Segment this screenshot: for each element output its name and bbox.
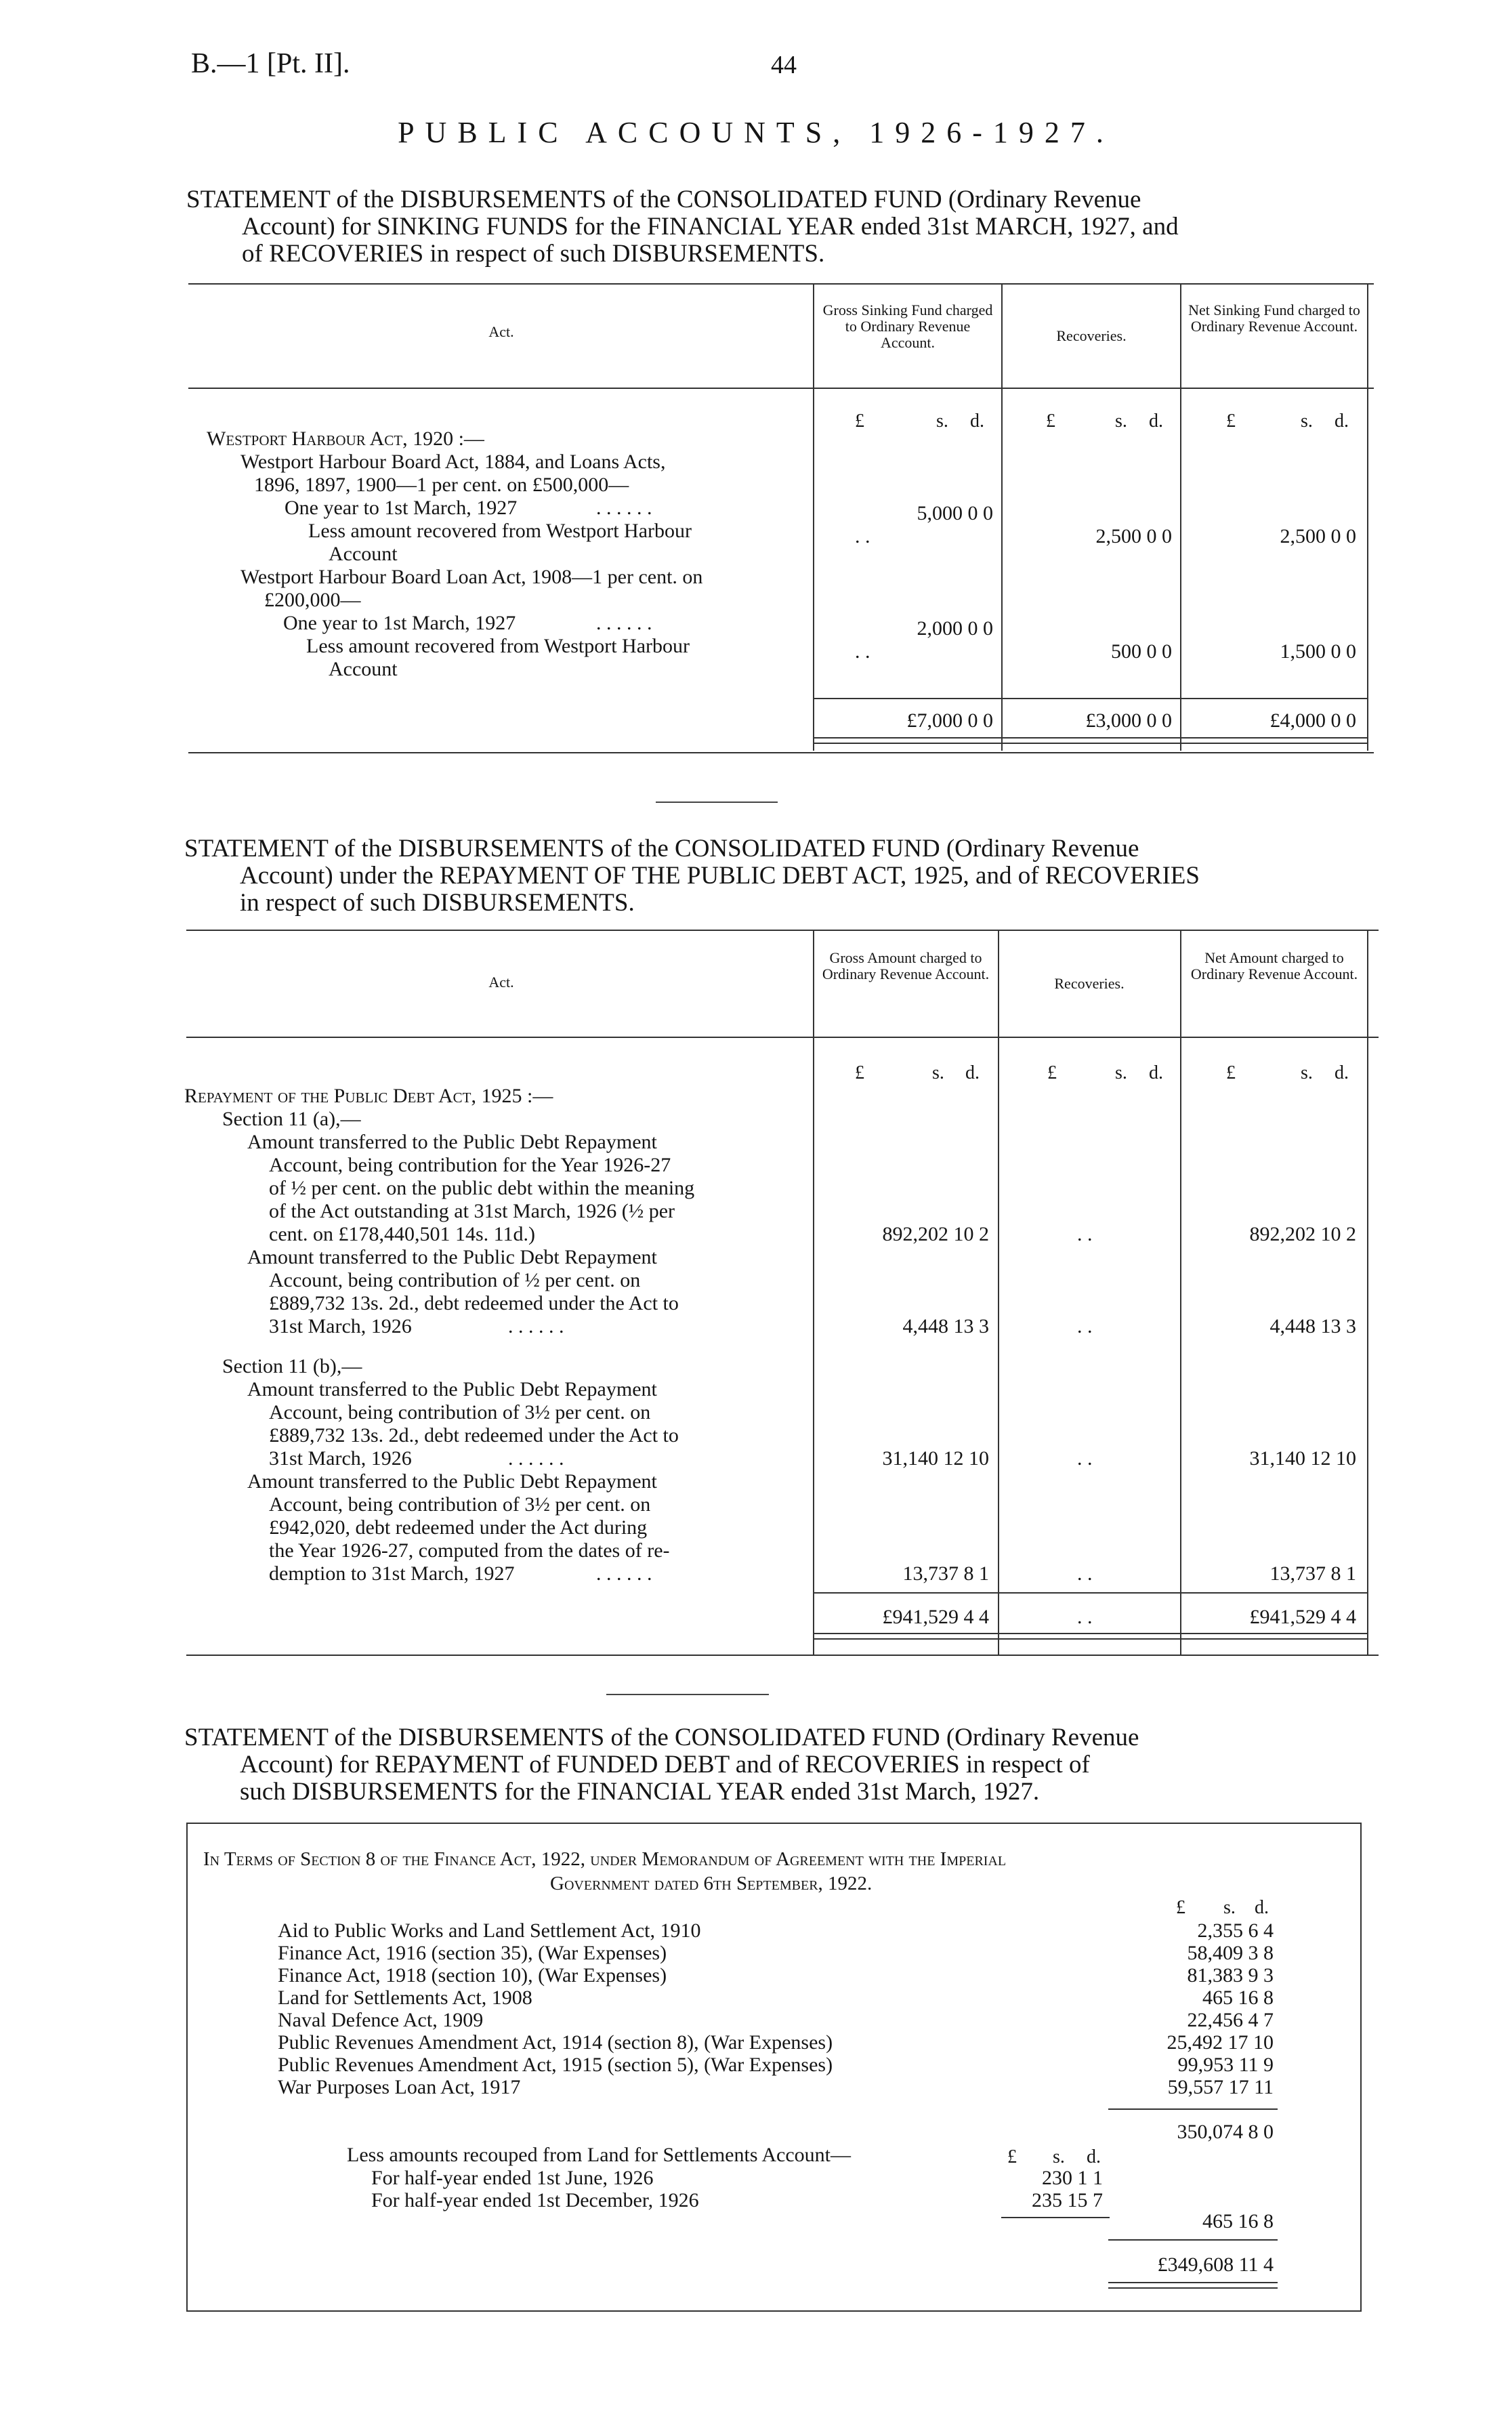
item-label: Finance Act, 1918 (section 10), (War Expenses) <box>278 1964 667 1987</box>
item-label: Finance Act, 1916 (section 35), (War Expenses) <box>278 1942 667 1964</box>
currency-pence: d. <box>1335 1062 1349 1083</box>
item-value: 99,953 11 9 <box>1177 2054 1274 2076</box>
page-number: 44 <box>771 51 797 79</box>
currency-pence: d. <box>965 1062 980 1083</box>
currency-pence: d. <box>1335 411 1349 432</box>
item-value: 81,383 9 3 <box>1187 1964 1274 1987</box>
gross-value: 2,000 0 0 <box>917 617 993 640</box>
act-line: £889,732 13s. 2d., debt redeemed under the Act to <box>269 1292 679 1314</box>
act-line: One year to 1st March, 1927 <box>283 612 516 634</box>
statement-1-title <box>186 186 1379 268</box>
act-line: Account, being contribution of 3½ per cent. on <box>269 1401 651 1423</box>
half-year-label: For half-year ended 1st June, 1926 <box>371 2167 654 2189</box>
gross-value: 13,737 8 1 <box>902 1562 989 1585</box>
net-value: 4,448 13 3 <box>1269 1315 1356 1337</box>
item-value: 58,409 3 8 <box>1187 1942 1274 1964</box>
nil-value: . . <box>1077 1223 1093 1245</box>
act-line: of the Act outstanding at 31st March, 1926 (½ per <box>269 1200 675 1222</box>
column-header-net-sinking-fund: Net Sinking Fund charged to Ordinary Revenue Account. <box>1188 301 1360 335</box>
currency-pound: £ <box>1047 1062 1057 1083</box>
net-value: 1,500 0 0 <box>1280 640 1356 663</box>
currency-shillings: s. <box>1301 411 1313 432</box>
item-label: Public Revenues Amendment Act, 1915 (section 5), (War Expenses) <box>278 2054 833 2076</box>
currency-pence: d. <box>970 411 984 432</box>
recoveries-value: 2,500 0 0 <box>1095 525 1172 547</box>
nil-value: . . <box>855 525 870 547</box>
act-line: Account <box>329 658 398 680</box>
gross-value: 31,140 12 10 <box>882 1447 989 1470</box>
item-label: War Purposes Loan Act, 1917 <box>278 2076 521 2098</box>
act-line: Less amount recovered from Westport Harbour <box>306 635 690 657</box>
statement-2-title-line: STATEMENT of the DISBURSEMENTS of the CONSOLIDATED FUND (Ordinary Revenue <box>184 835 1139 862</box>
statement-2-title <box>184 835 1377 917</box>
item-label: Naval Defence Act, 1909 <box>278 2009 484 2031</box>
item-label: Public Revenues Amendment Act, 1914 (section 8), (War Expenses) <box>278 2031 833 2054</box>
act-line: 31st March, 1926 <box>269 1447 412 1470</box>
column-header-gross-amount: Gross Amount charged to Ordinary Revenue Account. <box>822 949 990 982</box>
currency-pence: d. <box>1255 1897 1269 1918</box>
act-line: cent. on £178,440,501 14s. 11d.) <box>269 1223 536 1245</box>
currency-pound: £ <box>855 1062 864 1083</box>
statement-1-title-line: STATEMENT of the DISBURSEMENTS of the CONSOLIDATED FUND (Ordinary Revenue <box>186 186 1141 213</box>
act-line: Less amount recovered from Westport Harbour <box>308 520 692 542</box>
section-divider <box>656 802 778 803</box>
nil-value: . . <box>1077 1447 1093 1470</box>
net-value: 31,140 12 10 <box>1249 1447 1356 1470</box>
item-value: 25,492 17 10 <box>1167 2031 1274 2054</box>
net-value: 13,737 8 1 <box>1269 1562 1356 1585</box>
total-gross: £941,529 4 4 <box>882 1606 989 1628</box>
statement-3-title-line: such DISBURSEMENTS for the FINANCIAL YEAR ended 31st March, 1927. <box>240 1778 1040 1806</box>
dot-leader: . . . . . . <box>596 497 652 519</box>
currency-pound: £ <box>1176 1897 1185 1918</box>
dot-leader: . . . . . . <box>596 612 652 634</box>
currency-shillings: s. <box>932 1062 944 1083</box>
item-value: 22,456 4 7 <box>1187 2009 1274 2031</box>
column-header-act: Act. <box>488 323 514 340</box>
net-value: 2,500 0 0 <box>1280 525 1356 547</box>
currency-pence: d. <box>1149 411 1163 432</box>
act-line: One year to 1st March, 1927 <box>285 497 518 519</box>
currency-pound: £ <box>1226 1062 1236 1083</box>
act-line: Westport Harbour Board Loan Act, 1908—1 per cent. on <box>240 566 703 588</box>
column-header-gross-sinking-fund: Gross Sinking Fund charged to Ordinary Revenue Account. <box>822 301 993 351</box>
intro-line: In Terms of Section 8 of the Finance Act, 1922, under Memorandum of Agreement with the Imperial <box>203 1848 1007 1870</box>
act-line: Account, being contribution of ½ per cent. on <box>269 1269 641 1291</box>
column-header-recoveries: Recoveries. <box>1054 975 1125 992</box>
item-label: Aid to Public Works and Land Settlement Act, 1910 <box>278 1919 701 1942</box>
grand-total: £349,608 11 4 <box>1157 2253 1274 2276</box>
act-line: Amount transferred to the Public Debt Repayment <box>247 1470 657 1493</box>
act-line: Amount transferred to the Public Debt Repayment <box>247 1378 657 1400</box>
act-heading: Westport Harbour Act, 1920 :— <box>207 428 484 450</box>
page-title: PUBLIC ACCOUNTS, 1926-1927. <box>398 116 1114 149</box>
dot-leader: . . . . . . <box>596 1562 652 1585</box>
nil-value: . . <box>1077 1562 1093 1585</box>
total-net: £941,529 4 4 <box>1249 1606 1356 1628</box>
gross-value: 4,448 13 3 <box>902 1315 989 1337</box>
act-line: the Year 1926-27, computed from the dates of re- <box>269 1539 670 1562</box>
section-divider <box>606 1694 769 1695</box>
item-value: 2,355 6 4 <box>1197 1919 1274 1942</box>
less-heading: Less amounts recouped from Land for Settlements Account— <box>347 2144 851 2166</box>
statement-3-title-line: Account) for REPAYMENT of FUNDED DEBT and of RECOVERIES in respect of <box>240 1751 1090 1779</box>
recouped-total: 465 16 8 <box>1202 2210 1274 2232</box>
act-heading: Repayment of the Public Debt Act, 1925 :— <box>184 1085 553 1107</box>
column-header-act: Act. <box>488 974 514 991</box>
total-recoveries: £3,000 0 0 <box>1085 709 1172 732</box>
item-label: Land for Settlements Act, 1908 <box>278 1987 532 2009</box>
currency-pound: £ <box>855 411 864 432</box>
gross-value: 5,000 0 0 <box>917 502 993 524</box>
half-year-value: 230 1 1 <box>1042 2167 1103 2189</box>
currency-shillings: s. <box>1115 411 1127 432</box>
currency-pound: £ <box>1007 2146 1017 2167</box>
half-year-value: 235 15 7 <box>1032 2189 1103 2211</box>
statement-3-title <box>184 1724 1377 1806</box>
total-gross: £7,000 0 0 <box>906 709 993 732</box>
act-line: demption to 31st March, 1927 <box>269 1562 515 1585</box>
statement-2-title-line: in respect of such DISBURSEMENTS. <box>240 889 635 917</box>
item-value: 465 16 8 <box>1202 1987 1274 2009</box>
currency-shillings: s. <box>1115 1062 1127 1083</box>
currency-shillings: s. <box>1053 2146 1065 2167</box>
currency-pence: d. <box>1149 1062 1163 1083</box>
currency-pence: d. <box>1087 2146 1101 2167</box>
column-header-recoveries: Recoveries. <box>1056 327 1127 344</box>
column-header-net-amount: Net Amount charged to Ordinary Revenue Account. <box>1190 949 1358 982</box>
nil-value: . . <box>855 640 870 663</box>
document-reference: B.—1 [Pt. II]. <box>191 48 350 79</box>
dot-leader: . . . . . . <box>508 1447 564 1470</box>
half-year-label: For half-year ended 1st December, 1926 <box>371 2189 699 2211</box>
nil-value: . . <box>1077 1315 1093 1337</box>
dot-leader: . . . . . . <box>508 1315 564 1337</box>
act-line: £889,732 13s. 2d., debt redeemed under the Act to <box>269 1424 679 1447</box>
recoveries-value: 500 0 0 <box>1111 640 1172 663</box>
act-line: Account, being contribution of 3½ per cent. on <box>269 1493 651 1516</box>
act-line: Amount transferred to the Public Debt Repayment <box>247 1246 657 1268</box>
gross-value: 892,202 10 2 <box>882 1223 989 1245</box>
act-line: Westport Harbour Board Act, 1884, and Loans Acts, <box>240 451 666 473</box>
subtotal: 350,074 8 0 <box>1177 2121 1274 2143</box>
act-line: 1896, 1897, 1900—1 per cent. on £500,000— <box>254 474 629 496</box>
net-value: 892,202 10 2 <box>1249 1223 1356 1245</box>
statement-1-title-line: Account) for SINKING FUNDS for the FINANCIAL YEAR ended 31st MARCH, 1927, and <box>242 213 1179 241</box>
item-value: 59,557 17 11 <box>1167 2076 1274 2098</box>
act-line: Amount transferred to the Public Debt Repayment <box>247 1131 657 1153</box>
act-line: Account <box>329 543 398 565</box>
act-line: of ½ per cent. on the public debt within the meaning <box>269 1177 695 1199</box>
act-line: £942,020, debt redeemed under the Act during <box>269 1516 648 1539</box>
act-line: 31st March, 1926 <box>269 1315 412 1337</box>
nil-value: . . <box>1077 1606 1093 1628</box>
section-label: Section 11 (b),— <box>222 1355 362 1377</box>
act-line: Account, being contribution for the Year 1926-27 <box>269 1154 671 1176</box>
statement-3-title-line: STATEMENT of the DISBURSEMENTS of the CONSOLIDATED FUND (Ordinary Revenue <box>184 1724 1139 1751</box>
currency-shillings: s. <box>1223 1897 1236 1918</box>
currency-shillings: s. <box>1301 1062 1313 1083</box>
statement-2-title-line: Account) under the REPAYMENT OF THE PUBLIC DEBT ACT, 1925, and of RECOVERIES <box>240 862 1200 890</box>
currency-shillings: s. <box>936 411 948 432</box>
currency-pound: £ <box>1046 411 1055 432</box>
statement-1-title-line: of RECOVERIES in respect of such DISBURSEMENTS. <box>242 240 825 268</box>
section-label: Section 11 (a),— <box>222 1108 361 1130</box>
intro-line: Government dated 6th September, 1922. <box>550 1873 873 1894</box>
act-line: £200,000— <box>264 589 361 611</box>
total-net: £4,000 0 0 <box>1269 709 1356 732</box>
currency-pound: £ <box>1226 411 1236 432</box>
